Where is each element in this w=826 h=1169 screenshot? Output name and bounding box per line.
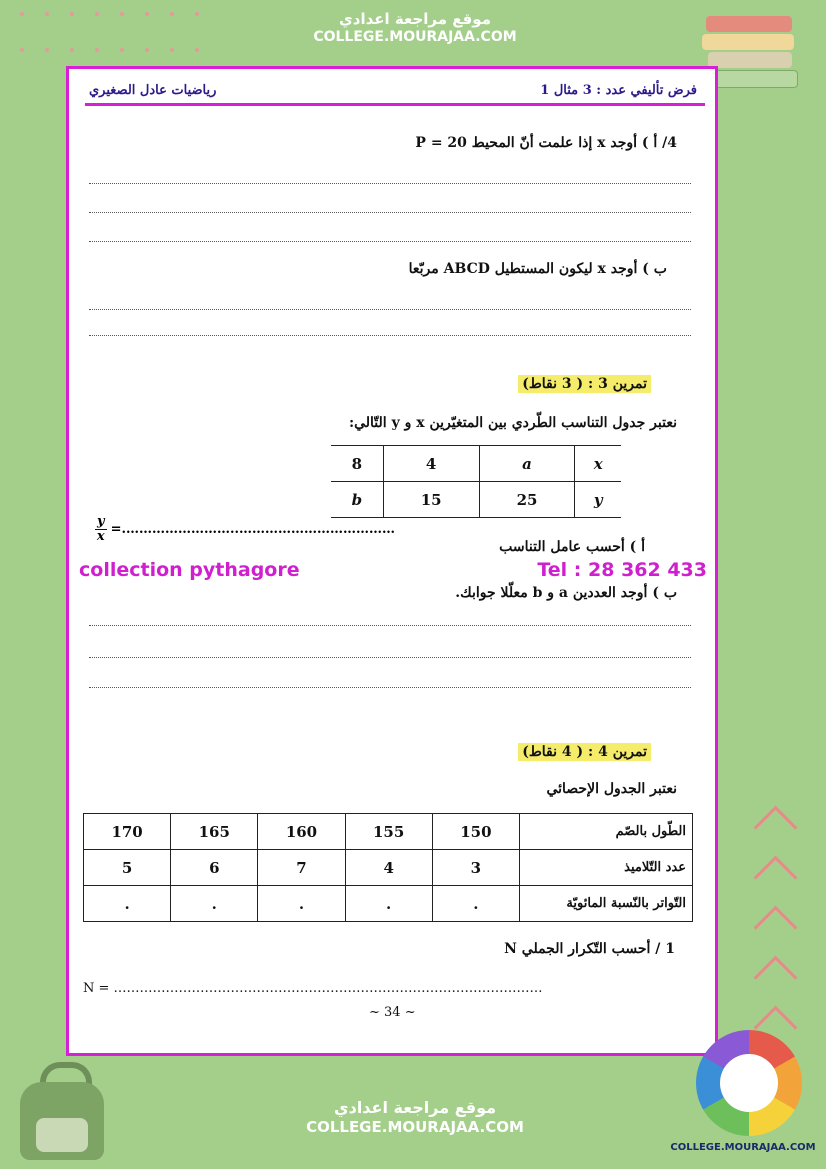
ex4-cell: . [345, 886, 432, 922]
q4-b: ب ) أوجد x ليكون المستطيل ABCD مربّعا [408, 261, 667, 277]
ex4-cell: 165 [171, 814, 258, 850]
ex4-cell: 170 [84, 814, 171, 850]
top-banner-arabic: موقع مراجعة اعدادي [339, 10, 491, 28]
ex3-cell: 4 [383, 446, 479, 482]
ratio-formula [95, 515, 395, 544]
ex3-title: تمرين 3 : ( 3 نقاط) [518, 375, 651, 393]
ex4-row-label: عدد التّلاميذ [520, 850, 693, 886]
backpack-icon [14, 1062, 110, 1162]
ex3-cell: a [479, 446, 575, 482]
ratio-num: y [97, 514, 105, 529]
ex3-cell: y [575, 482, 621, 518]
ex3-qb: ب ) أوجد العددين a و b معلّلا جوابك. [455, 585, 677, 601]
header-left: رياضيات عادل الصغيري [89, 83, 217, 98]
ex4-cell: 6 [171, 850, 258, 886]
ex4-cell: . [432, 886, 519, 922]
ex4-row-label: الطّول بالصّم [520, 814, 693, 850]
ex3-cell: 8 [331, 446, 383, 482]
header-right: فرض تأليفي عدد : 3 مثال 1 [540, 83, 697, 98]
ex3-cell: 15 [383, 482, 479, 518]
ex4-cell: 160 [258, 814, 345, 850]
ex4-row-label: التّواتر بالنّسبة المائويّة [520, 886, 693, 922]
bottom-banner-arabic: موقع مراجعة اعدادي [333, 1098, 497, 1117]
ex4-cell: . [84, 886, 171, 922]
watermark-left: collection pythagore [79, 559, 300, 581]
ex4-title: تمرين 4 : ( 4 نقاط) [518, 743, 651, 761]
ex3-intro: نعتبر جدول التناسب الطّردي بين المتغيّرين x و y التّالي: [348, 415, 677, 431]
ex4-table [83, 813, 693, 922]
ex4-cell: 7 [258, 850, 345, 886]
ex4-cell: 5 [84, 850, 171, 886]
ex4-cell: . [171, 886, 258, 922]
ex4-cell: 155 [345, 814, 432, 850]
ex3-table [331, 445, 621, 518]
ex4-cell: 3 [432, 850, 519, 886]
site-logo [670, 1030, 816, 1153]
ex3-cell: 25 [479, 482, 575, 518]
page-number: ~ 34 ~ [369, 1005, 416, 1020]
page-header [85, 81, 705, 106]
logo-caption: COLLEGE.MOURAJAA.COM [670, 1142, 816, 1153]
n-line: N = ……………………………………………………………………………………… [83, 981, 543, 996]
exam-page [66, 66, 718, 1056]
bottom-banner [262, 1098, 568, 1137]
ex3-qa: أ ) أحسب عامل التناسب [499, 539, 645, 555]
ex4-q1: 1 / أحسب التّكرار الجملي N [504, 941, 675, 957]
ex4-intro: نعتبر الجدول الإحصائي [546, 781, 677, 797]
ex3-cell: b [331, 482, 383, 518]
ex4-cell: 150 [432, 814, 519, 850]
ex4-cell: 4 [345, 850, 432, 886]
ex4-cell: . [258, 886, 345, 922]
ratio-den: x [96, 529, 105, 544]
top-banner-url: COLLEGE.MOURAJAA.COM [313, 28, 517, 45]
top-banner [262, 10, 568, 46]
q4-a: 4/ أ ) أوجد x إذا علمت أنّ المحيط P = 20 [415, 135, 677, 151]
ex3-cell: x [575, 446, 621, 482]
watermark-right: Tel : 28 362 433 [537, 559, 707, 581]
bottom-banner-url: COLLEGE.MOURAJAA.COM [306, 1118, 524, 1136]
ratio-rest: =.……………………..……………………………… [110, 522, 396, 537]
